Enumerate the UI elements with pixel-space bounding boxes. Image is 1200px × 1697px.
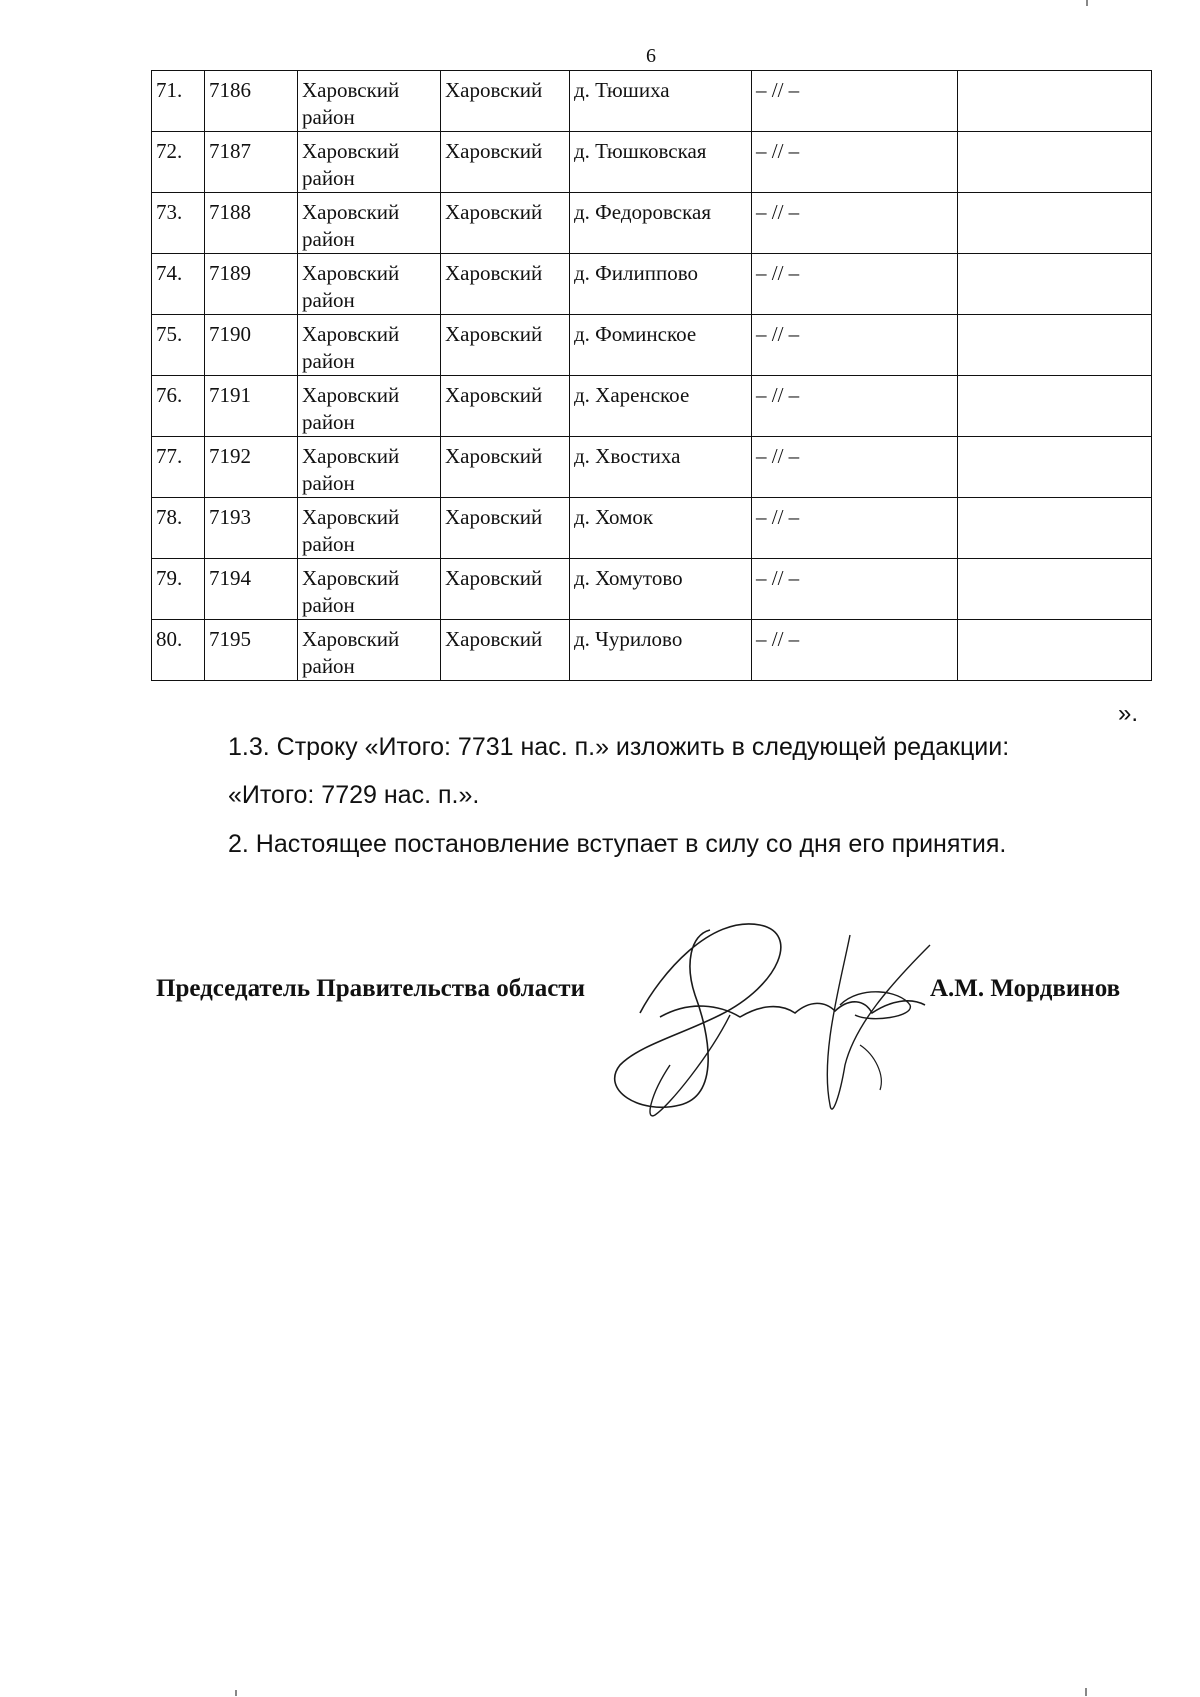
settlement-code-cell: 7195 [205, 620, 298, 681]
table-row [152, 193, 1152, 254]
row-number-cell: 73. [152, 193, 205, 254]
district-cell: Харовский район [298, 193, 441, 254]
row-number-cell: 77. [152, 437, 205, 498]
settlement-code-cell: 7194 [205, 559, 298, 620]
ditto-cell: – // – [752, 254, 958, 315]
settlement-code-cell: 7189 [205, 254, 298, 315]
table-row [152, 315, 1152, 376]
paragraph-1-3: 1.3. Строку «Итого: 7731 нас. п.» изложить в следующей редакции: [228, 733, 1010, 761]
municipality-cell: Харовский [441, 132, 570, 193]
note-cell [958, 559, 1152, 620]
note-cell [958, 315, 1152, 376]
note-cell [958, 254, 1152, 315]
note-cell [958, 620, 1152, 681]
district-cell: Харовский район [298, 620, 441, 681]
settlement-code-cell: 7188 [205, 193, 298, 254]
settlement-code-cell: 7192 [205, 437, 298, 498]
table-row [152, 132, 1152, 193]
ditto-cell: – // – [752, 437, 958, 498]
settlement-code-cell: 7191 [205, 376, 298, 437]
district-cell: Харовский район [298, 376, 441, 437]
settlement-code-cell: 7187 [205, 132, 298, 193]
row-number-cell: 72. [152, 132, 205, 193]
ditto-cell: – // – [752, 193, 958, 254]
scan-mark-bottom-right [1085, 1688, 1087, 1696]
municipality-cell: Харовский [441, 559, 570, 620]
district-cell: Харовский район [298, 71, 441, 132]
municipality-cell: Харовский [441, 254, 570, 315]
row-number-cell: 75. [152, 315, 205, 376]
settlement-code-cell: 7186 [205, 71, 298, 132]
ditto-cell: – // – [752, 559, 958, 620]
paragraph-2: 2. Настоящее постановление вступает в силу со дня его принятия. [228, 830, 1007, 858]
settlement-name-cell: д. Федоровская [570, 193, 752, 254]
district-cell: Харовский район [298, 498, 441, 559]
municipality-cell: Харовский [441, 620, 570, 681]
settlement-name-cell: д. Тюшковская [570, 132, 752, 193]
row-number-cell: 76. [152, 376, 205, 437]
row-number-cell: 80. [152, 620, 205, 681]
table-row [152, 254, 1152, 315]
row-number-cell: 79. [152, 559, 205, 620]
handwritten-signature [600, 905, 960, 1125]
note-cell [958, 132, 1152, 193]
district-cell: Харовский район [298, 559, 441, 620]
settlement-name-cell: д. Тюшиха [570, 71, 752, 132]
settlement-name-cell: д. Харенское [570, 376, 752, 437]
signatory-title: Председатель Правительства области [156, 975, 585, 1002]
municipality-cell: Харовский [441, 193, 570, 254]
municipality-cell: Харовский [441, 437, 570, 498]
table-row [152, 376, 1152, 437]
ditto-cell: – // – [752, 498, 958, 559]
settlement-name-cell: д. Хомутово [570, 559, 752, 620]
settlement-code-cell: 7190 [205, 315, 298, 376]
district-cell: Харовский район [298, 315, 441, 376]
municipality-cell: Харовский [441, 498, 570, 559]
note-cell [958, 193, 1152, 254]
settlement-code-cell: 7193 [205, 498, 298, 559]
district-cell: Харовский район [298, 132, 441, 193]
note-cell [958, 376, 1152, 437]
note-cell [958, 437, 1152, 498]
table-row [152, 71, 1152, 132]
ditto-cell: – // – [752, 71, 958, 132]
settlement-name-cell: д. Хомок [570, 498, 752, 559]
note-cell [958, 71, 1152, 132]
row-number-cell: 78. [152, 498, 205, 559]
settlement-name-cell: д. Фоминское [570, 315, 752, 376]
ditto-cell: – // – [752, 620, 958, 681]
settlements-table [151, 70, 1152, 681]
settlement-name-cell: д. Филиппово [570, 254, 752, 315]
table-row [152, 498, 1152, 559]
note-cell [958, 498, 1152, 559]
settlement-name-cell: д. Чурилово [570, 620, 752, 681]
page-number: 6 [646, 45, 656, 67]
municipality-cell: Харовский [441, 376, 570, 437]
scan-mark-bottom-left [235, 1690, 237, 1696]
row-number-cell: 74. [152, 254, 205, 315]
settlement-name-cell: д. Хвостиха [570, 437, 752, 498]
ditto-cell: – // – [752, 132, 958, 193]
district-cell: Харовский район [298, 437, 441, 498]
table-row [152, 437, 1152, 498]
district-cell: Харовский район [298, 254, 441, 315]
row-number-cell: 71. [152, 71, 205, 132]
ditto-cell: – // – [752, 376, 958, 437]
paragraph-total: «Итого: 7729 нас. п.». [228, 781, 480, 809]
scan-mark-top-right [1086, 0, 1088, 6]
municipality-cell: Харовский [441, 71, 570, 132]
table-row [152, 620, 1152, 681]
municipality-cell: Харовский [441, 315, 570, 376]
settlements-table-body [152, 71, 1152, 681]
signatory-name: А.М. Мордвинов [930, 975, 1121, 1002]
table-row [152, 559, 1152, 620]
closing-quote: ». [1118, 700, 1139, 727]
ditto-cell: – // – [752, 315, 958, 376]
